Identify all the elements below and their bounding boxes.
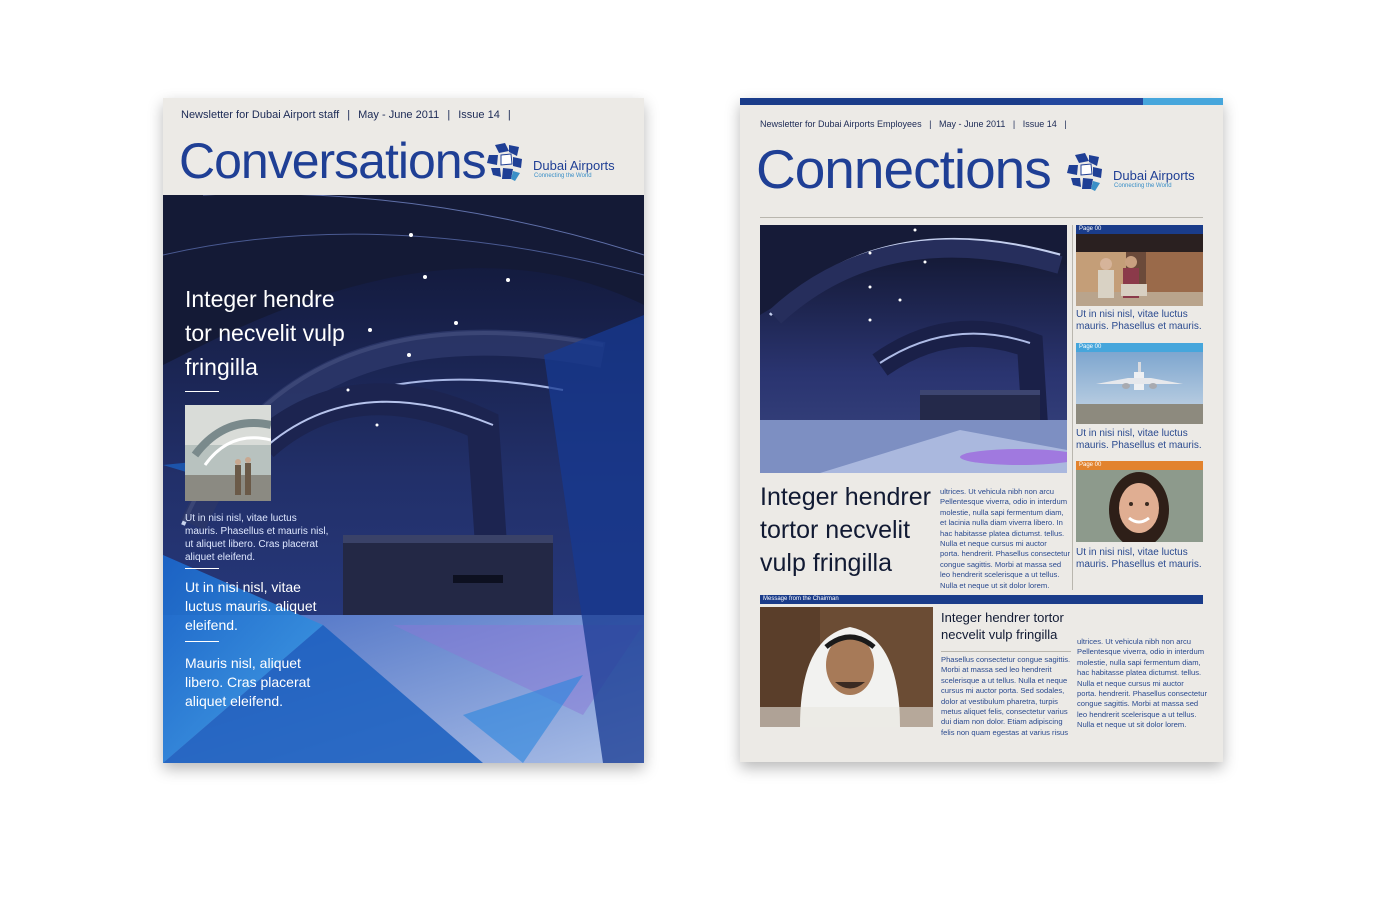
connections-newsletter (740, 98, 1223, 762)
cover-item-line: Ut in nisi nisl, vitae (185, 579, 301, 595)
body-line: Phasellus consectetur congue sagittis. (941, 655, 1071, 664)
tile-caption (1076, 547, 1202, 571)
cover-item-3 (185, 654, 310, 711)
cover-intro-line: ut aliquet libero. Cras placerat (185, 539, 318, 550)
masthead-separator: | (929, 119, 932, 129)
masthead-date: May - June 2011 (358, 109, 440, 121)
main-terminal-photo (760, 225, 1067, 473)
logo-name: Dubai Airports (533, 158, 615, 173)
body-line: hac habitasse platea dictumst. tellus. (940, 528, 1065, 538)
main-headline-line: tortor necvelit (760, 516, 911, 544)
cover-headline-line: fringilla (185, 354, 258, 380)
caption-line: mauris. Phasellus et mauris. (1076, 559, 1202, 570)
cover-headline (185, 282, 345, 384)
body-line: Nulla et neque cursus mi auctor (940, 539, 1047, 549)
body-line: cursus mi auctor porta. Sed sodales, (941, 686, 1065, 696)
body-line: Pellentesque viverra, odio in interdum (1077, 647, 1205, 657)
dubai-airports-logo-icon (487, 143, 523, 183)
masthead-tagline: Newsletter for Dubai Airport staff (181, 109, 340, 121)
chairman-rule (941, 651, 1071, 652)
body-line: congue sagittis. Morbi at massa sed (1077, 699, 1199, 709)
column-divider (1072, 225, 1073, 590)
cover-item-line: luctus mauris. aliquet (185, 598, 317, 614)
header-rule (760, 217, 1203, 218)
body-line: Nulla et neque cursus mi auctor (1077, 678, 1184, 688)
chairman-bar: Message from the Chairman (760, 595, 1203, 604)
body-line: metus aliquet felis, consectetur varius (941, 707, 1068, 717)
cover-divider (185, 568, 219, 569)
masthead-left (181, 109, 516, 121)
caption-line: mauris. Phasellus et mauris. (1076, 321, 1202, 332)
masthead-issue: Issue 14 (458, 109, 500, 121)
dubai-airports-logo-icon (1067, 153, 1103, 193)
logo-tagline: Connecting the World (1114, 183, 1172, 189)
body-line: hac habitasse platea dictumst. tellus. (1077, 668, 1202, 678)
cover-divider (185, 641, 219, 642)
masthead-separator: | (507, 109, 511, 121)
body-line: Morbi at massa sed leo hendrerit (941, 665, 1052, 675)
tile-page-label: Page 00 (1076, 461, 1203, 470)
masthead-separator: | (1064, 119, 1067, 129)
cover-item-line: aliquet eleifend. (185, 693, 284, 709)
chairman-headline-line: necvelit vulp fringilla (941, 627, 1058, 642)
logo-tagline: Connecting the World (534, 173, 592, 179)
logo-name: Dubai Airports (1113, 168, 1195, 183)
body-line: dolor at vestibulum pharetra, turpis (941, 696, 1058, 706)
body-line: molestie, nulla sapi fermentum diam, (940, 507, 1064, 517)
body-line: Nulla et neque ut sit dolor lorem. (1077, 720, 1187, 730)
cover-headline-line: Integer hendre (185, 286, 335, 312)
caption-line: Ut in nisi nisl, vitae luctus (1076, 547, 1188, 558)
conversations-cover (163, 98, 644, 763)
body-line: ultrices. Ut vehicula nibh non arcu (940, 487, 1054, 496)
main-body (940, 487, 1072, 591)
cover-intro-line: aliquet eleifend. (185, 552, 256, 563)
body-line: ultrices. Ut vehicula nibh non arcu (1077, 637, 1191, 646)
cover-intro-line: mauris. Phasellus et mauris nisl, (185, 526, 329, 537)
main-headline-line: Integer hendrer (760, 483, 931, 511)
tile-caption (1076, 428, 1202, 452)
body-line: leo hendrerit scelerisque a ut tellus. (1077, 709, 1197, 719)
masthead-tagline: Newsletter for Dubai Airports Employees (760, 119, 922, 129)
body-line: et lacinia nulla diam viverra libero. In (940, 518, 1063, 528)
newsletter-title: Conversations (179, 133, 486, 189)
caption-line: Ut in nisi nisl, vitae luctus (1076, 309, 1188, 320)
body-line: Nulla et neque ut sit dolor lorem. (940, 580, 1050, 590)
masthead-date: May - June 2011 (938, 119, 1006, 129)
newsletter-title: Connections (756, 138, 1051, 200)
body-line: congue sagittis. Morbi at massa sed (940, 559, 1062, 569)
masthead-separator: | (1012, 119, 1016, 129)
inset-terminal-photo (185, 405, 271, 501)
tile-page-label: Page 00 (1076, 225, 1203, 234)
top-band-segment (1143, 98, 1223, 105)
masthead-issue: Issue 14 (1022, 119, 1057, 129)
chairman-body-col1 (941, 655, 1073, 738)
body-line: porta. hendrerit. Phasellus consectetur (1077, 689, 1208, 699)
cover-intro-line: Ut in nisi nisl, vitae luctus (185, 513, 297, 524)
cover-item-line: Mauris nisl, aliquet (185, 655, 301, 671)
cover-item-2 (185, 578, 317, 635)
masthead-separator: | (447, 109, 451, 121)
chairman-portrait-photo (760, 607, 933, 727)
main-headline (760, 481, 931, 580)
top-band-segment (1040, 98, 1143, 105)
woman-portrait-photo (1076, 470, 1203, 542)
masthead-right (760, 119, 1072, 129)
chairman-body-col2 (1077, 637, 1207, 731)
tile-caption (1076, 309, 1202, 333)
body-line: leo hendrerit scelerisque a ut tellus. (940, 570, 1060, 580)
body-line: felis non quam egestas at varius risus (941, 727, 1069, 737)
caption-line: Ut in nisi nisl, vitae luctus (1076, 428, 1188, 439)
masthead-separator: | (347, 109, 351, 121)
body-line: scelerisque a ut tellus. Nulla et neque (941, 675, 1068, 685)
cover-intro (185, 512, 328, 564)
cover-divider (185, 391, 219, 392)
body-line: dui diam non dolor. Etiam adipiscing (941, 717, 1063, 727)
cover-item-line: eleifend. (185, 617, 238, 633)
main-headline-line: vulp fringilla (760, 549, 893, 577)
body-line: molestie, nulla sapi fermentum diam, (1077, 657, 1201, 667)
body-line: porta. hendrerit. Phasellus consectetur (940, 549, 1071, 559)
airplane-photo (1076, 352, 1203, 424)
body-line: Pellentesque viverra, odio in interdum (940, 497, 1068, 507)
cover-item-line: libero. Cras placerat (185, 674, 311, 690)
tile-page-label: Page 00 (1076, 343, 1203, 352)
shopping-photo (1076, 234, 1203, 306)
chairman-headline (941, 609, 1064, 643)
chairman-headline-line: Integer hendrer tortor (941, 610, 1064, 625)
cover-headline-line: tor necvelit vulp (185, 320, 345, 346)
caption-line: mauris. Phasellus et mauris. (1076, 440, 1202, 451)
